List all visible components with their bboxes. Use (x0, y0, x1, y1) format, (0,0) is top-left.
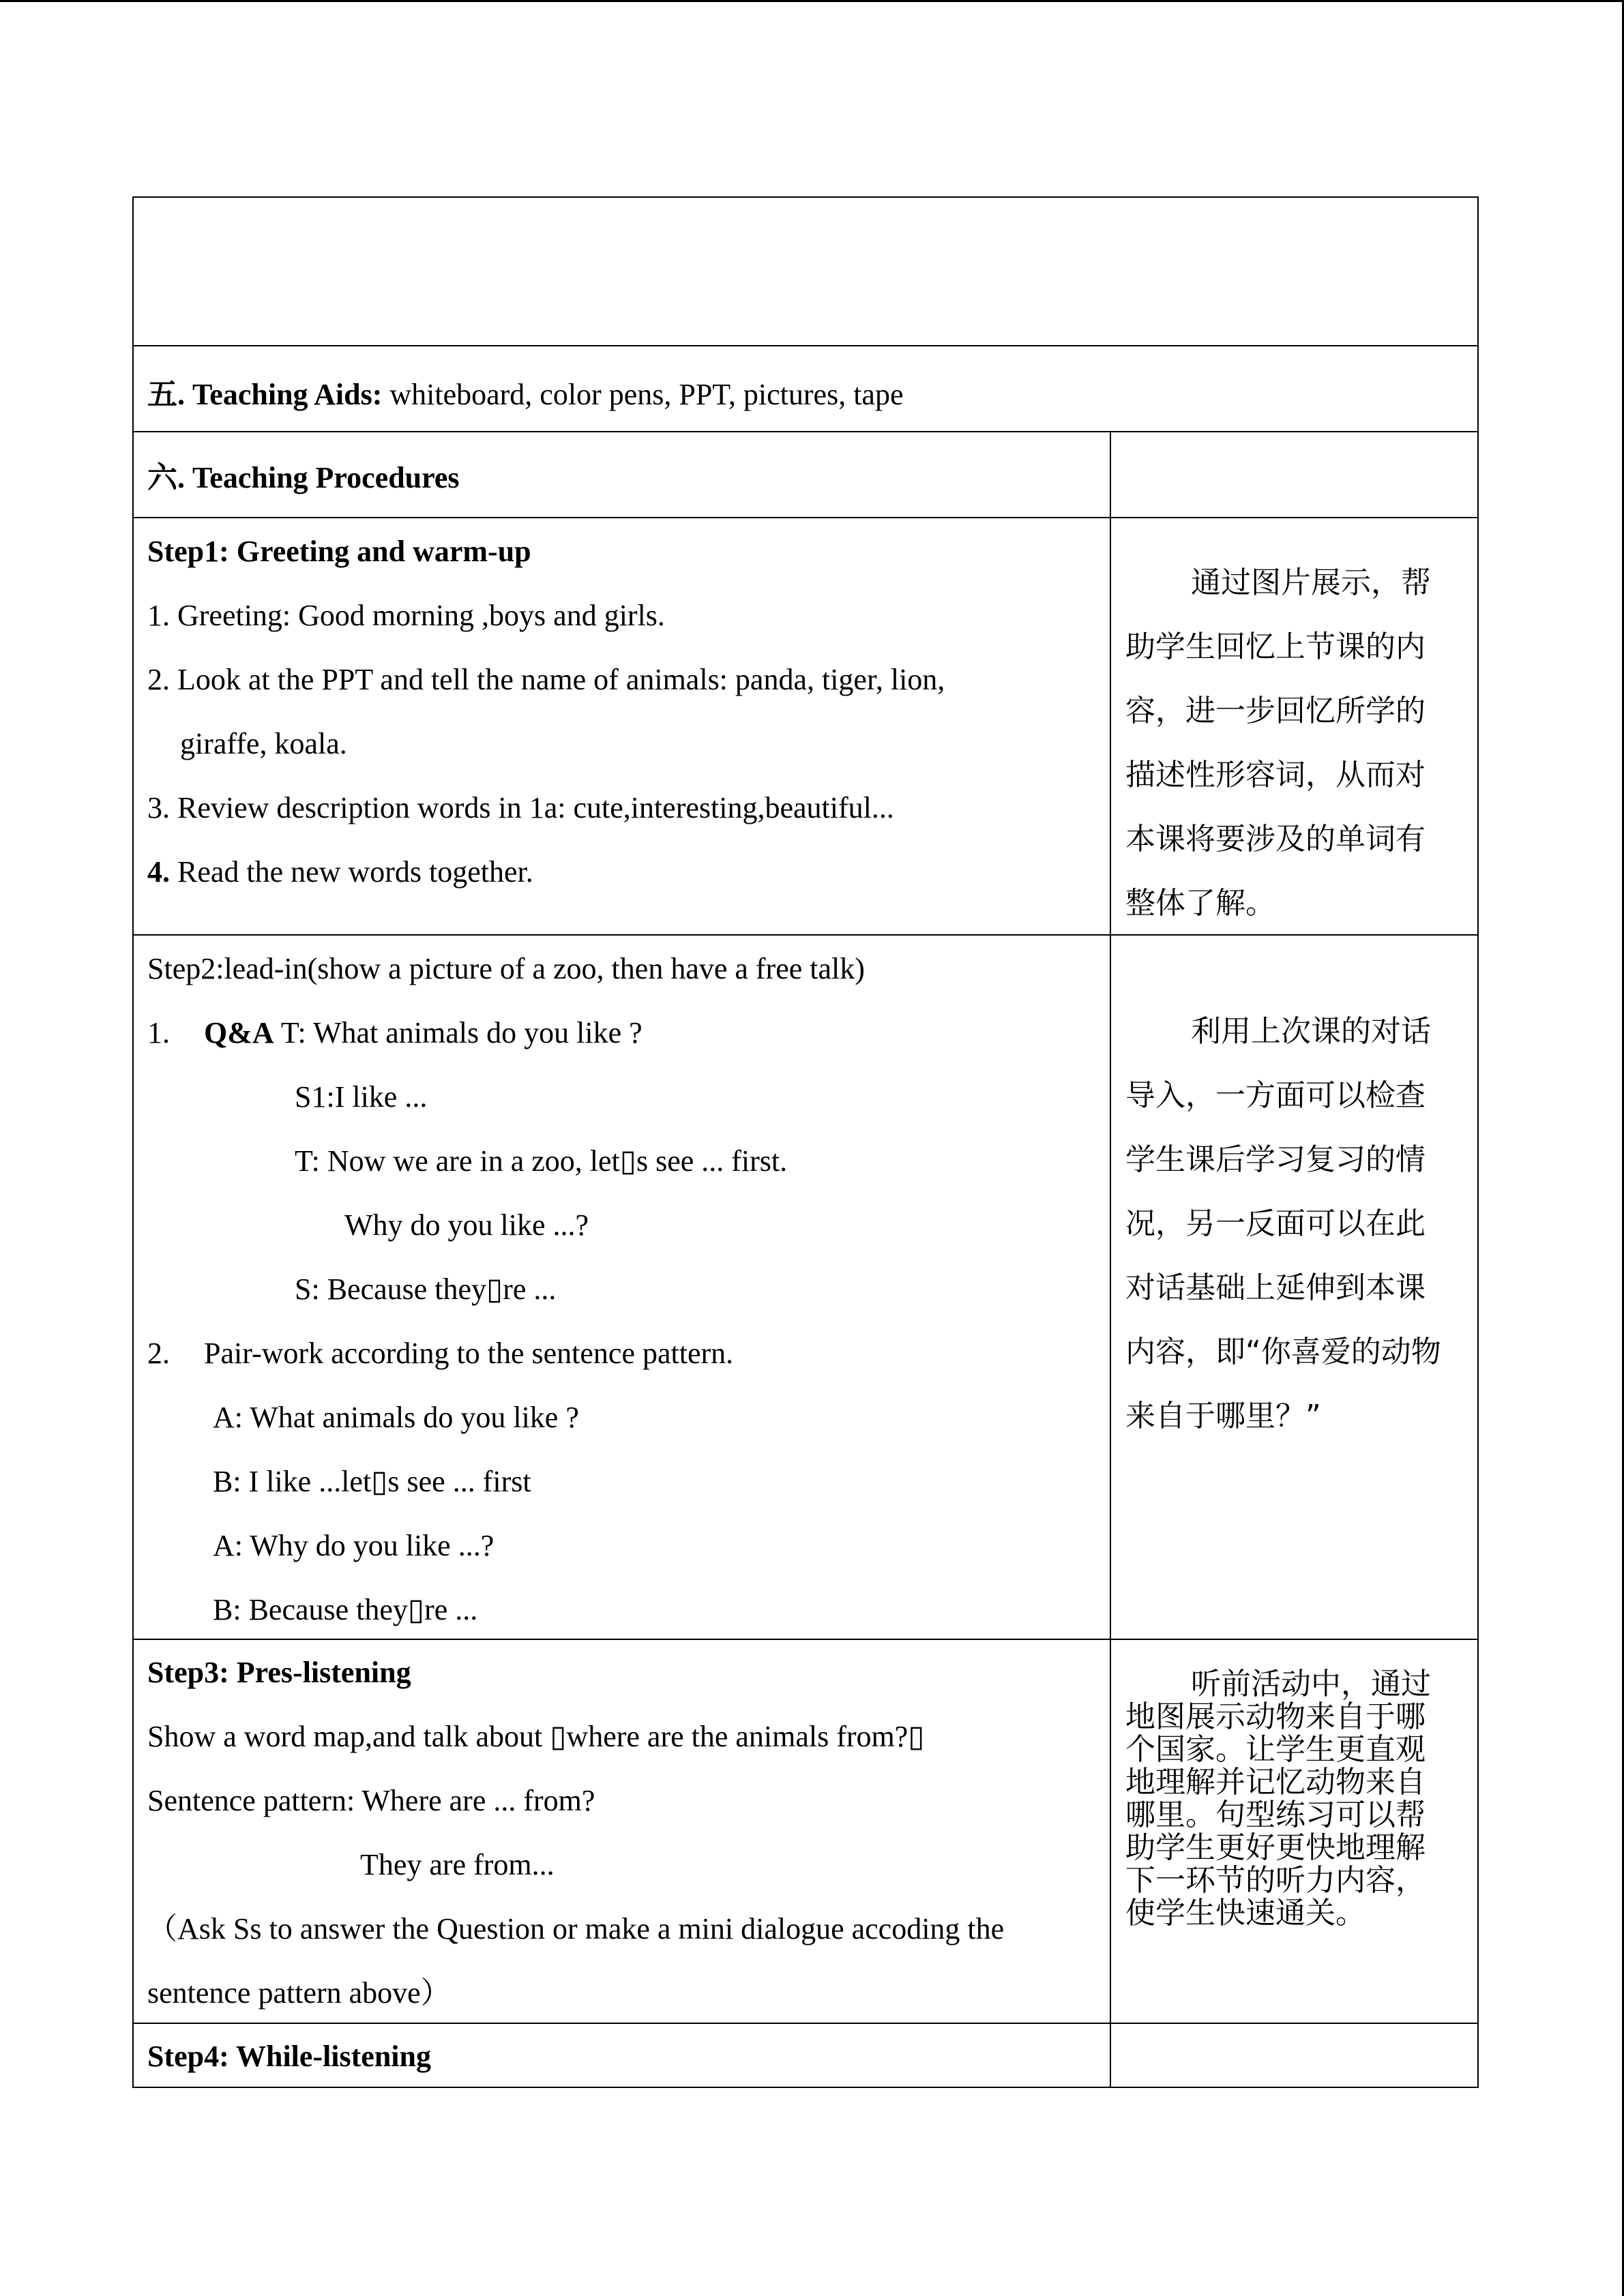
step2-line-5: S: Because they▯re ... (295, 1272, 557, 1306)
step3-line-1: Show a word map,and talk about ▯where are the animals from?▯ (147, 1720, 925, 1753)
page-top-border (0, 0, 1624, 2)
step2-line-2: S1:I like ... (295, 1080, 428, 1114)
step3-line-5: sentence pattern above） (147, 1976, 451, 2010)
step1-design-note: 通过图片展示，帮助学生回忆上节课的内容，进一步回忆所学的描述性形容词，从而对本课将要涉及的单词有整体了解。 (1125, 565, 1431, 921)
row-divider (132, 431, 1479, 432)
teaching-aids-value: whiteboard, color pens, PPT, pictures, tape (382, 378, 904, 411)
step2-line-1-number: 1. (147, 1016, 170, 1049)
step1-line-4-number: 4. (147, 855, 170, 889)
step2-line-10: B: Because they▯re ... (213, 1593, 478, 1626)
teaching-procedures-heading (147, 459, 460, 497)
step3-line-4: （Ask Ss to answer the Question or make a mini dialogue accoding the (147, 1912, 1005, 1945)
step1-line-4 (147, 853, 533, 891)
step2-line-3: T: Now we are in a zoo, let▯s see ... first. (295, 1144, 788, 1178)
step2-line-8: B: I like ...let▯s see ... first (213, 1465, 531, 1498)
step2-line-6-number: 2. (147, 1337, 170, 1370)
step2-line-9: A: Why do you like ...? (213, 1529, 494, 1562)
step2-title: Step2:lead-in(show a picture of a zoo, then have a free talk) (147, 952, 865, 985)
step3-line-2: Sentence pattern: Where are ... from? (147, 1784, 595, 1817)
step2-line-4: Why do you like ...? (344, 1208, 589, 1242)
teaching-aids-label: . Teaching Aids: (177, 378, 383, 411)
teaching-procedures-label: . Teaching Procedures (177, 461, 460, 494)
step1-title: Step1: Greeting and warm-up (147, 535, 531, 568)
step3-design-note: 听前活动中，通过地图展示动物来自于哪个国家。让学生更直观地理解并记忆动物来自哪里。句型练习可以帮助学生更好更快地理解下一环节的听力内容，使学生快速通关。 (1125, 1667, 1431, 1930)
step2-line-1 (147, 1014, 643, 1052)
teaching-aids-row (147, 376, 903, 414)
section-number-5: 五 (147, 377, 177, 412)
step2-design-note: 利用上次课的对话导入，一方面可以检查学生课后学习复习的情况，另一反面可以在此对话基础上延伸到本课内容，即“你喜爱的动物来自于哪里？” (1125, 1014, 1441, 1433)
step1-line-2: 2. Look at the PPT and tell the name of animals: panda, tiger, lion, (147, 663, 945, 696)
row-divider (132, 1639, 1479, 1640)
row-divider (132, 2023, 1479, 2024)
row-divider (132, 345, 1479, 346)
step2-line-6-text: Pair-work according to the sentence pattern. (204, 1337, 734, 1370)
step1-line-3: 3. Review description words in 1a: cute,interesting,beautiful... (147, 791, 894, 824)
step4-title: Step4: While-listening (147, 2040, 432, 2073)
section-number-6: 六 (147, 460, 177, 495)
step2-line-7: A: What animals do you like ? (213, 1401, 579, 1434)
qa-label: Q&A (204, 1016, 274, 1049)
column-divider (1110, 431, 1111, 2088)
step1-line-2-cont: giraffe, koala. (180, 727, 347, 760)
step1-line-1: 1. Greeting: Good morning ,boys and girls. (147, 599, 665, 632)
step2-line-6 (147, 1335, 733, 1373)
step2-line-1-text: T: What animals do you like ? (274, 1016, 643, 1049)
step1-line-4-text: Read the new words together. (170, 855, 533, 889)
step3-title: Step3: Pres-listening (147, 1656, 411, 1689)
row-divider (132, 517, 1479, 518)
step3-line-3: They are from... (360, 1848, 555, 1881)
